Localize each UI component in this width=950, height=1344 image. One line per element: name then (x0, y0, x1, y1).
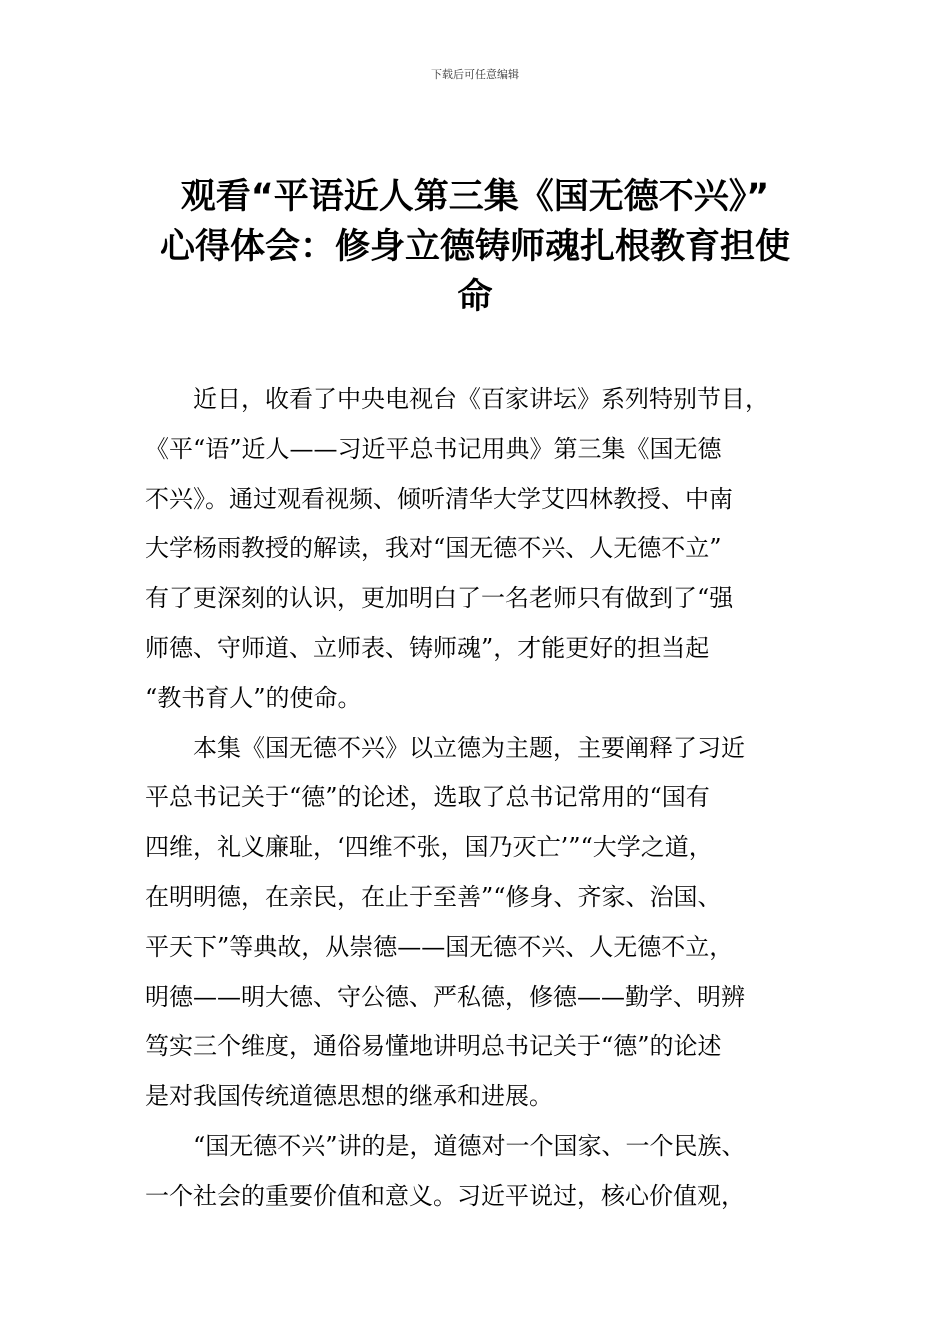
body-line: 笃实三个维度，通俗易懂地讲明总书记关于“德”的论述 (145, 1032, 722, 1061)
body-line: 大学杨雨教授的解读，我对“国无德不兴、人无德不立” (145, 534, 722, 563)
header-note: 下载后可任意编辑 (431, 68, 519, 81)
body-line: 平总书记关于“德”的论述，选取了总书记常用的“国有 (145, 783, 710, 812)
document-body (145, 376, 805, 1223)
body-line: 在明明德，在亲民，在止于至善”“修身、齐家、治国、 (145, 882, 722, 911)
body-line: 平天下”等典故，从崇德——国无德不兴、人无德不立， (145, 932, 734, 961)
body-line: “教书育人”的使命。 (145, 683, 362, 712)
body-line: 师德、守师道、立师表、铸师魂”，才能更好的担当起 (145, 633, 710, 662)
body-line: “国无德不兴”讲的是，道德对一个国家、一个民族、 (193, 1131, 746, 1160)
body-line: 明德——明大德、守公德、严私德，修德——勤学、明辨 (145, 982, 745, 1011)
body-line: 有了更深刻的认识，更加明白了一名老师只有做到了“强 (145, 584, 734, 613)
body-line: 近日，收看了中央电视台《百家讲坛》系列特别节目， (193, 385, 769, 413)
body-line: 本集《国无德不兴》以立德为主题，主要阐释了习近 (193, 733, 745, 762)
body-line: 四维，礼义廉耻，‘四维不张，国乃灭亡’”“大学之道， (145, 833, 713, 862)
body-line: 不兴》。通过观看视频、倾听清华大学艾四林教授、中南 (145, 484, 733, 513)
body-line: 一个社会的重要价值和意义。习近平说过，核心价值观， (145, 1181, 745, 1210)
title-line: 心得体会：修身立德铸师魂扎根教育担使 (159, 227, 790, 267)
body-line: 是对我国传统道德思想的继承和进展。 (145, 1082, 553, 1111)
document-title (150, 172, 800, 322)
body-line: 《平“语”近人——习近平总书记用典》第三集《国无德 (145, 434, 722, 463)
title-line: 观看“平语近人第三集《国无德不兴》” (180, 177, 770, 217)
title-line: 命 (457, 277, 493, 317)
